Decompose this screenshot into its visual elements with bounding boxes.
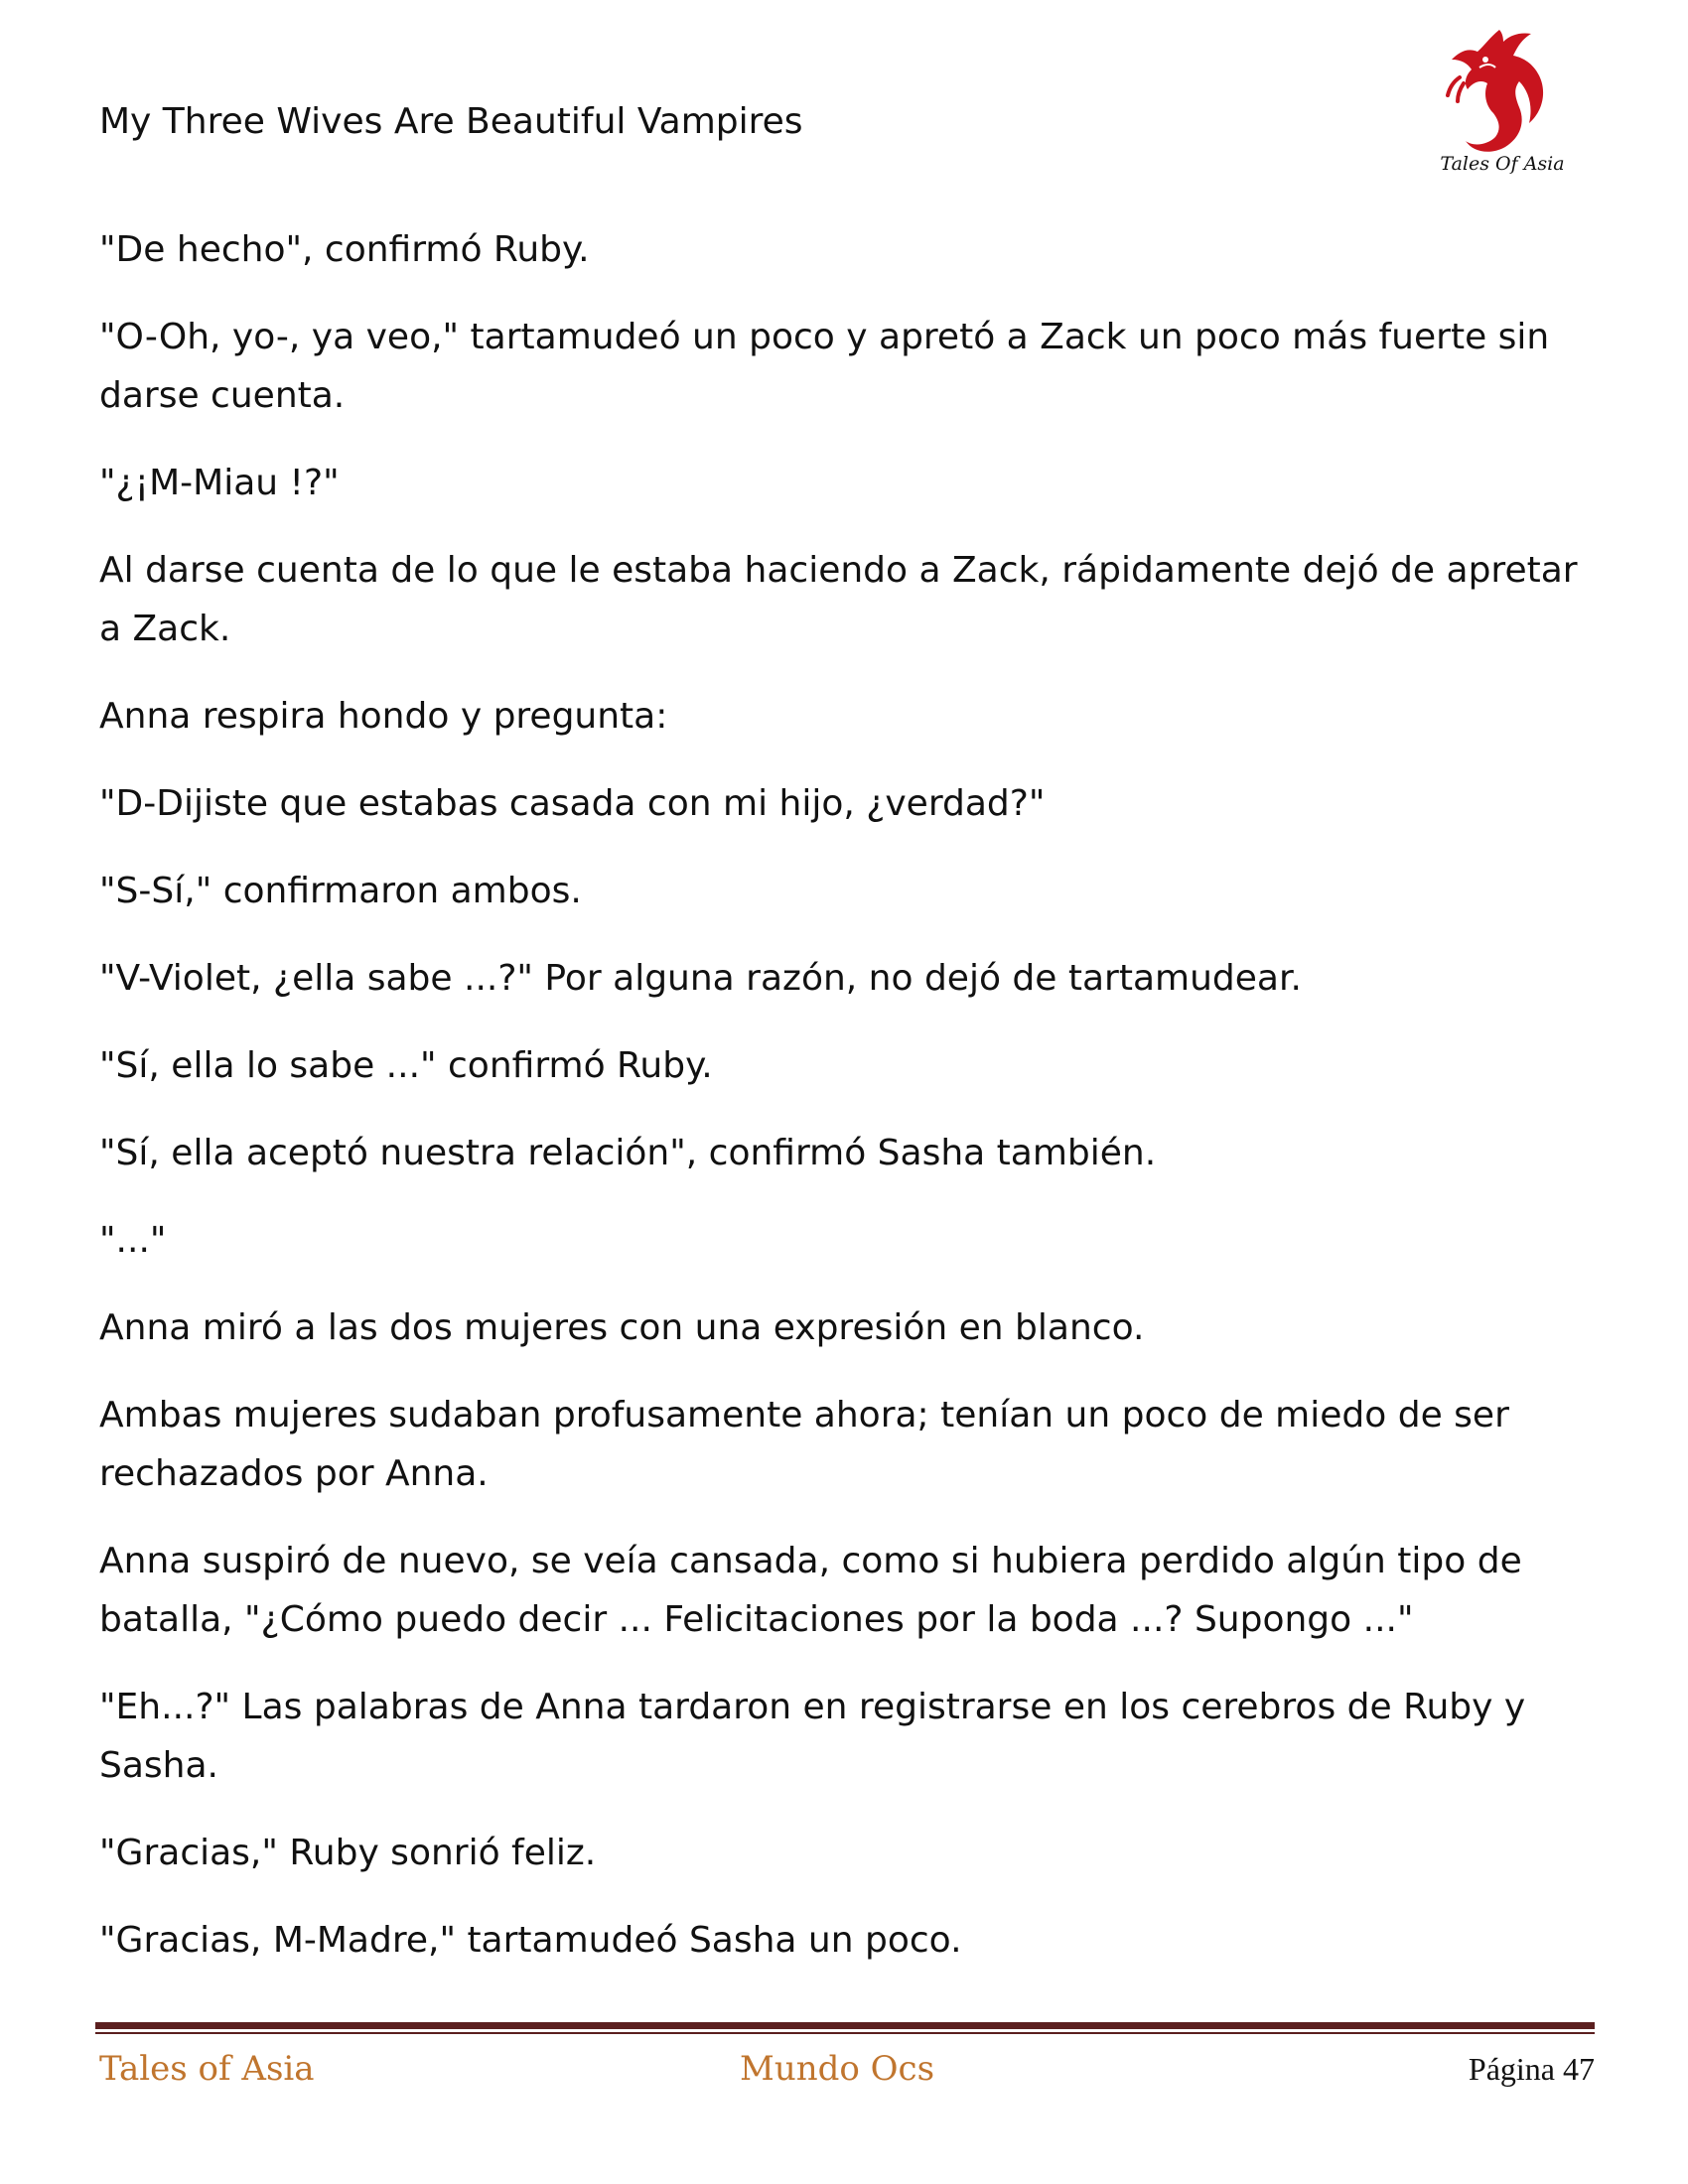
paragraph: "Gracias, M-Madre," tartamudeó Sasha un poco.: [99, 1920, 962, 1961]
document-body: [99, 220, 1589, 1998]
footer-divider-thin: [95, 2032, 1595, 2034]
header-title: My Three Wives Are Beautiful Vampires: [99, 101, 803, 142]
paragraph: "Gracias," Ruby sonrió feliz.: [99, 1833, 597, 1873]
paragraph: Al darse cuenta de lo que le estaba haciendo a Zack, rápidamente dejó de apretar a Zack.: [99, 550, 1578, 649]
paragraph: Anna respira hondo y pregunta:: [99, 696, 668, 737]
logo-text: Tales Of Asia: [1440, 153, 1565, 175]
paragraph: "Eh...?" Las palabras de Anna tardaron en registrarse en los cerebros de Ruby y Sasha.: [99, 1687, 1526, 1786]
paragraph: "D-Dijiste que estabas casada con mi hijo, ¿verdad?": [99, 783, 1046, 824]
paragraph: Ambas mujeres sudaban profusamente ahora; tenían un poco de miedo de ser rechazados por Anna.: [99, 1395, 1509, 1494]
paragraph: "...": [99, 1220, 167, 1261]
footer-publisher: Tales of Asia: [99, 2049, 315, 2089]
footer-page-number: Página 47: [1468, 2051, 1595, 2087]
paragraph: "Sí, ella lo sabe ..." confirmó Ruby.: [99, 1045, 713, 1086]
paragraph: "¿¡M-Miau !?": [99, 463, 340, 503]
paragraph: Anna miró a las dos mujeres con una expresión en blanco.: [99, 1307, 1145, 1348]
paragraph: "Sí, ella aceptó nuestra relación", confirmó Sasha también.: [99, 1133, 1157, 1173]
paragraph: Anna suspiró de nuevo, se veía cansada, como si hubiera perdido algún tipo de batalla, "¿Cómo puedo decir ... Felicitaciones por la boda ...? Supongo ...": [99, 1541, 1522, 1640]
footer-divider-thick: [95, 2022, 1595, 2029]
paragraph: "De hecho", confirmó Ruby.: [99, 229, 590, 270]
paragraph: "S-Sí," confirmaron ambos.: [99, 871, 582, 911]
paragraph: "V-Violet, ¿ella sabe ...?" Por alguna razón, no dejó de tartamudear.: [99, 958, 1302, 999]
paragraph: "O-Oh, yo-, ya veo," tartamudeó un poco y apretó a Zack un poco más fuerte sin darse cuenta.: [99, 317, 1550, 416]
footer-site: Mundo Ocs: [740, 2049, 935, 2089]
